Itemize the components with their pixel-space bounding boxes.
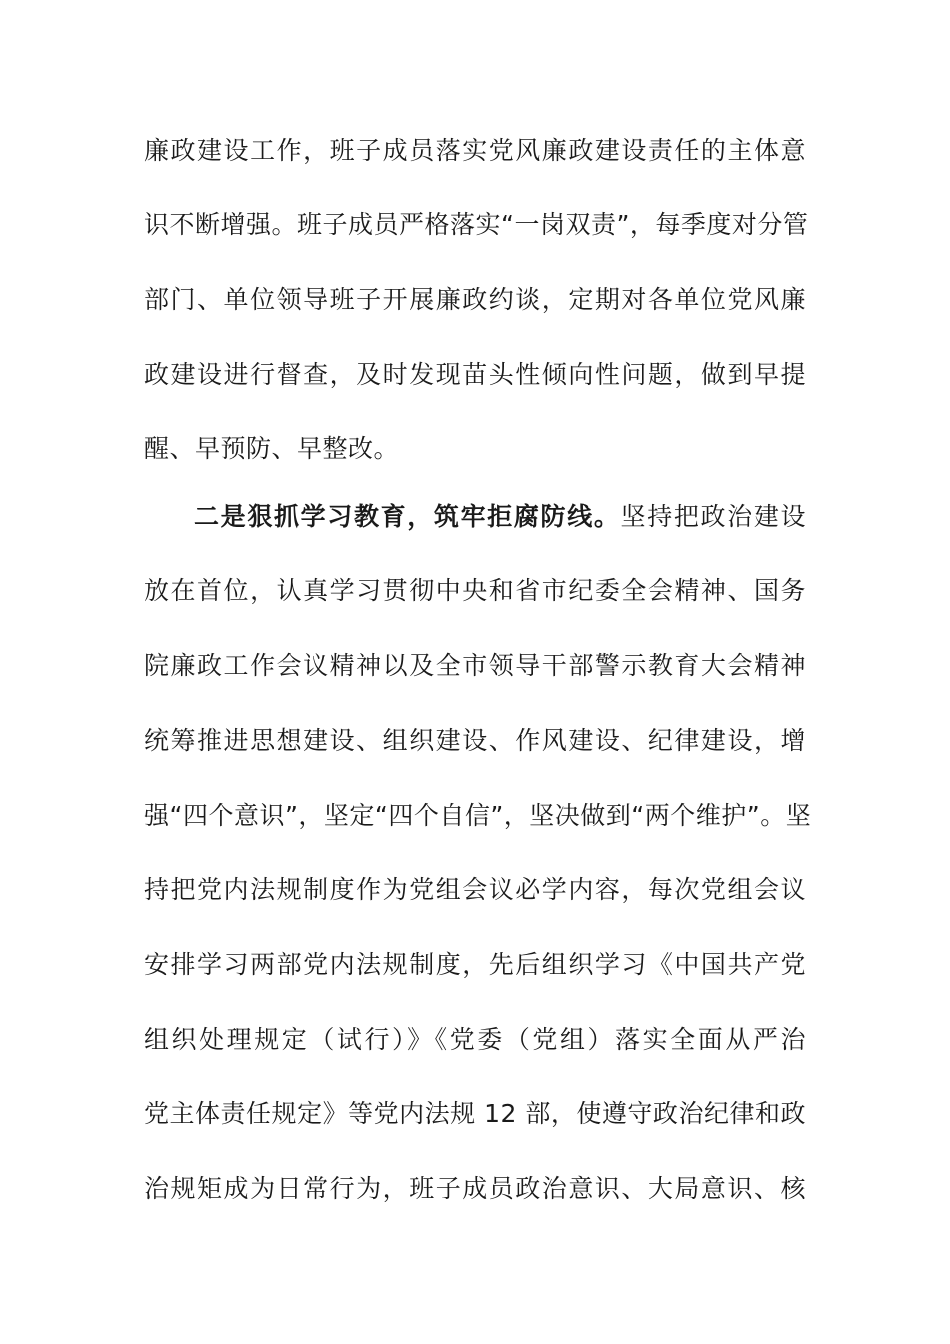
paragraph2-first-line-rest: 坚持把政治建设 bbox=[620, 502, 806, 531]
paragraph1-line-3: 部门、单位领导班子开展廉政约谈，定期对各单位党风廉 bbox=[144, 285, 806, 314]
paragraph2-line-6: 持把党内法规制度作为党组会议必学内容，每次党组会议 bbox=[144, 875, 806, 904]
paragraph2-line-5: 强“四个意识”，坚定“四个自信”，坚决做到“两个维护”。坚 bbox=[144, 801, 812, 830]
paragraph2-line-7: 安排学习两部党内法规制度，先后组织学习《中国共产党 bbox=[144, 950, 806, 979]
paragraph1-line-5: 醒、早预防、早整改。 bbox=[144, 434, 400, 463]
paragraph1-line-4: 政建设进行督查，及时发现苗头性倾向性问题，做到早提 bbox=[144, 360, 806, 389]
paragraph2-heading: 二是狠抓学习教育，筑牢拒腐防线。 bbox=[194, 502, 621, 531]
paragraph2-line-1 bbox=[194, 497, 806, 537]
paragraph1-line-2: 识不断增强。班子成员严格落实“一岗双责”，每季度对分管 bbox=[144, 210, 809, 239]
paragraph2-line-2: 放在首位，认真学习贯彻中央和省市纪委全会精神、国务 bbox=[144, 576, 806, 605]
paragraph2-line-3: 院廉政工作会议精神以及全市领导干部警示教育大会精神 bbox=[144, 651, 806, 680]
paragraph2-line-10: 治规矩成为日常行为，班子成员政治意识、大局意识、核 bbox=[144, 1174, 806, 1203]
paragraph2-line-9: 党主体责任规定》等党内法规 12 部，使遵守政治纪律和政 bbox=[144, 1099, 806, 1128]
paragraph2-line-8: 组织处理规定（试行）》《党委（党组）落实全面从严治 bbox=[144, 1025, 806, 1054]
paragraph2-line-4: 统筹推进思想建设、组织建设、作风建设、纪律建设，增 bbox=[144, 726, 806, 755]
paragraph1-line-1: 廉政建设工作，班子成员落实党风廉政建设责任的主体意 bbox=[144, 136, 806, 165]
